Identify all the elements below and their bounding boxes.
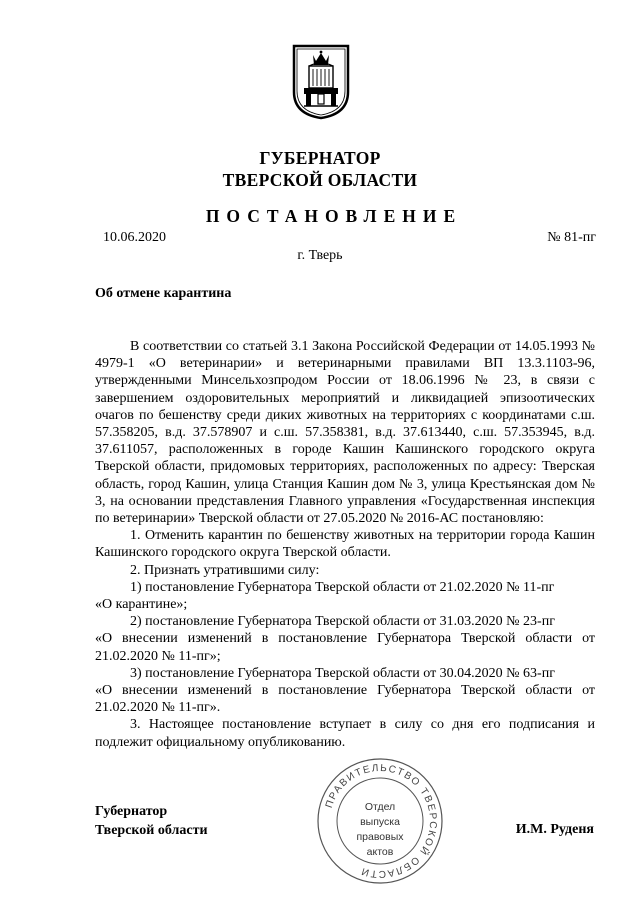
coat-of-arms-emblem (292, 44, 350, 120)
signatory-title-line-1: Губернатор (95, 804, 168, 819)
stamp-line-2: выпуска (360, 816, 400, 828)
preamble-paragraph: В соответствии со статьей 3.1 Закона Российской Федерации от 14.05.1993 № 4979-1 «О ветеринарии» и ветеринарными правилами ВП 13.3.1103-96, утвержденными Минсельхозпродом России от 18.06.1996 № 23, в связи с завершением оздоровительных мероприятий и ликвидацией эпизоотических очагов по бешенству среди диких животных на территориях с координатами с.ш. 57.358205, в.д. 37.578907 и с.ш. 57.358381, в.д. 37.613440, с.ш. 57.353945, в.д. 37.611057, расположенных в городе Кашин Кашинского городского округа Тверской области, придомовых территориях, расположенных по адресу: Тверская область, город Кашин, улица Станция Кашин дом № 3, улица Крестьянская дом № 3, на основании представления Главного управления «Государственная инспекция по ветеринарии» Тверской области от 27.05.2020 № 2016-АС постановляю: (95, 339, 595, 527)
item-2-1-heading: 1) постановление Губернатора Тверской области от 21.02.2020 № 11-пг (130, 579, 555, 595)
document-city: г. Тверь (297, 248, 343, 263)
item-2-paragraph: 2. Признать утратившими силу: (130, 562, 320, 578)
document-body (95, 338, 595, 751)
item-2-3-title: «О внесении изменений в постановление Губернатора Тверской области от 21.02.2020 № 11-пг». (95, 683, 595, 716)
document-number: № 81-пг (547, 230, 596, 245)
stamp-center-text (340, 800, 420, 860)
signatory-title (95, 802, 208, 840)
document-type-title: ПОСТАНОВЛЕНИЕ (205, 206, 463, 226)
stamp-line-1: Отдел (364, 801, 396, 813)
signatory-title-line-2: Тверской области (95, 823, 208, 838)
authority-line-1: ГУБЕРНАТОР (259, 148, 381, 168)
item-2-1-title: «О карантине»; (95, 597, 188, 613)
issuing-authority (0, 147, 640, 191)
item-2-2-heading: 2) постановление Губернатора Тверской области от 31.03.2020 № 23-пг (130, 614, 555, 630)
stamp-line-3: правовых (356, 831, 404, 843)
item-2-2-title: «О внесении изменений в постановление Губернатора Тверской области от 21.02.2020 № 11-пг»; (95, 631, 595, 664)
signatory-name: И.М. Руденя (515, 822, 594, 837)
item-2-3-heading: 3) постановление Губернатора Тверской области от 30.04.2020 № 63-пг (130, 665, 555, 681)
item-1-paragraph: 1. Отменить карантин по бешенству животных на территории города Кашин Кашинского городского округа Тверской области. (95, 528, 595, 561)
document-date: 10.06.2020 (103, 230, 166, 245)
stamp-ring-text: ПРАВИТЕЛЬСТВО ТВЕРСКОЙ ОБЛАСТИ (323, 762, 439, 880)
document-subject: Об отмене карантина (95, 286, 232, 301)
item-3-paragraph: 3. Настоящее постановление вступает в силу со дня его подписания и подлежит официальному опубликованию. (95, 717, 595, 750)
stamp-line-4: актов (366, 846, 394, 858)
authority-line-2: ТВЕРСКОЙ ОБЛАСТИ (222, 170, 418, 190)
